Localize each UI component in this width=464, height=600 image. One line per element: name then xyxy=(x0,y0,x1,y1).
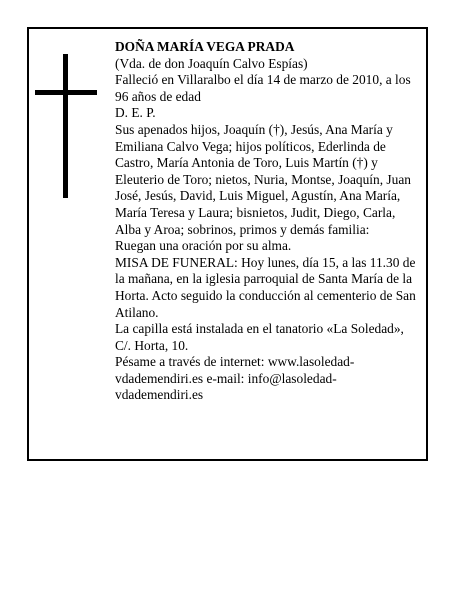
cross-icon xyxy=(35,54,97,198)
prayer-request: Ruegan una oración por su alma. xyxy=(115,238,292,254)
family-list: Sus apenados hijos, Joaquín (†), Jesús, Ana María y Emiliana Calvo Vega; hijos políticos, Ederlinda de Castro, María Antonia de Toro, Luis Martín (†) y Eleuterio de Toro; nietos, Nuria, Montse, Joaquín, Juan José, Jesús, David, Luis Miguel, Agustín, Ana María, María Teresa y Laura; bisnietos, Judit, Diego, Carla, Alba y Aroa; sobrinos, primos y demás familia: xyxy=(115,121,411,237)
obituary-text xyxy=(115,39,421,404)
condolences-info: Pésame a través de internet: www.lasoledad-vdademendiri.es e-mail: info@lasoledad-vdademendiri.es xyxy=(115,354,355,403)
cross-horizontal-bar xyxy=(35,90,97,95)
funeral-info: MISA DE FUNERAL: Hoy lunes, día 15, a las 11.30 de la mañana, en la iglesia parroquial de Santa María de la Horta. Acto seguido la conducción al cementerio de San Atilano. xyxy=(115,254,416,320)
chapel-info: La capilla está instalada en el tanatorio «La Soledad», C/. Horta, 10. xyxy=(115,321,404,353)
widow-of-line: (Vda. de don Joaquín Calvo Espías) xyxy=(115,55,308,71)
cross-vertical-bar xyxy=(63,54,68,198)
death-info: Falleció en Villaralbo el día 14 de marzo de 2010, a los 96 años de edad xyxy=(115,72,411,104)
rip-line: D. E. P. xyxy=(115,105,156,121)
deceased-name: DOÑA MARÍA VEGA PRADA xyxy=(115,39,295,54)
